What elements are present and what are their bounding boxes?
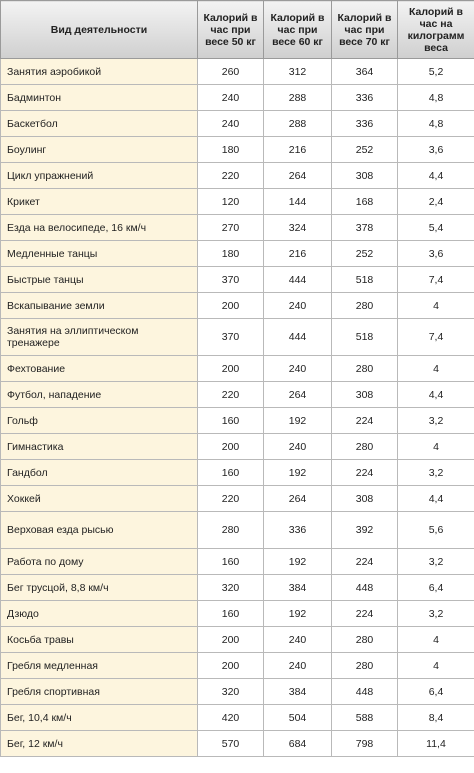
activity-cell: Гандбол xyxy=(1,460,198,486)
activity-cell: Вскапывание земли xyxy=(1,293,198,319)
kcal-70kg-cell: 308 xyxy=(332,163,398,189)
kcal-70kg-cell: 280 xyxy=(332,356,398,382)
table-body xyxy=(1,59,474,757)
kcal-70kg-cell: 280 xyxy=(332,293,398,319)
kcal-60kg-cell: 216 xyxy=(264,137,332,163)
activity-cell: Гимнастика xyxy=(1,434,198,460)
kcal-70kg-cell: 280 xyxy=(332,653,398,679)
kcal-per-kg-cell: 8,4 xyxy=(398,705,474,731)
table-row xyxy=(1,215,474,241)
kcal-70kg-cell: 224 xyxy=(332,460,398,486)
kcal-60kg-cell: 384 xyxy=(264,679,332,705)
kcal-50kg-cell: 320 xyxy=(198,575,264,601)
kcal-per-kg-cell: 7,4 xyxy=(398,267,474,293)
kcal-70kg-cell: 308 xyxy=(332,382,398,408)
kcal-50kg-cell: 200 xyxy=(198,434,264,460)
kcal-70kg-cell: 252 xyxy=(332,241,398,267)
kcal-70kg-cell: 224 xyxy=(332,601,398,627)
kcal-60kg-cell: 240 xyxy=(264,434,332,460)
kcal-70kg-cell: 448 xyxy=(332,575,398,601)
activity-cell: Баскетбол xyxy=(1,111,198,137)
activity-cell: Бег, 10,4 км/ч xyxy=(1,705,198,731)
kcal-per-kg-cell: 5,4 xyxy=(398,215,474,241)
kcal-50kg-cell: 270 xyxy=(198,215,264,241)
kcal-50kg-cell: 220 xyxy=(198,486,264,512)
kcal-per-kg-cell: 6,4 xyxy=(398,679,474,705)
kcal-per-kg-cell: 5,6 xyxy=(398,512,474,549)
kcal-50kg-cell: 180 xyxy=(198,241,264,267)
kcal-60kg-cell: 324 xyxy=(264,215,332,241)
kcal-60kg-cell: 384 xyxy=(264,575,332,601)
kcal-50kg-cell: 220 xyxy=(198,163,264,189)
kcal-60kg-cell: 444 xyxy=(264,319,332,356)
kcal-50kg-cell: 160 xyxy=(198,549,264,575)
kcal-60kg-cell: 240 xyxy=(264,293,332,319)
table-row xyxy=(1,705,474,731)
table-row xyxy=(1,267,474,293)
kcal-per-kg-cell: 4,8 xyxy=(398,85,474,111)
kcal-50kg-cell: 420 xyxy=(198,705,264,731)
kcal-70kg-cell: 518 xyxy=(332,319,398,356)
activity-cell: Быстрые танцы xyxy=(1,267,198,293)
activity-cell: Медленные танцы xyxy=(1,241,198,267)
table-row xyxy=(1,627,474,653)
activity-cell: Гребля медленная xyxy=(1,653,198,679)
kcal-70kg-cell: 364 xyxy=(332,59,398,85)
activity-cell: Дзюдо xyxy=(1,601,198,627)
table-row xyxy=(1,163,474,189)
kcal-50kg-cell: 200 xyxy=(198,653,264,679)
kcal-50kg-cell: 260 xyxy=(198,59,264,85)
kcal-60kg-cell: 684 xyxy=(264,731,332,757)
kcal-60kg-cell: 264 xyxy=(264,163,332,189)
kcal-60kg-cell: 240 xyxy=(264,356,332,382)
kcal-per-kg-cell: 4 xyxy=(398,627,474,653)
kcal-70kg-cell: 308 xyxy=(332,486,398,512)
kcal-60kg-cell: 264 xyxy=(264,486,332,512)
kcal-60kg-cell: 444 xyxy=(264,267,332,293)
kcal-per-kg-cell: 4,4 xyxy=(398,382,474,408)
kcal-60kg-cell: 504 xyxy=(264,705,332,731)
kcal-70kg-cell: 448 xyxy=(332,679,398,705)
kcal-70kg-cell: 168 xyxy=(332,189,398,215)
kcal-60kg-cell: 264 xyxy=(264,382,332,408)
header-activity: Вид деятельности xyxy=(1,1,198,59)
header-kcal-70kg: Калорий в час при весе 70 кг xyxy=(332,1,398,59)
activity-cell: Гребля спортивная xyxy=(1,679,198,705)
table-row xyxy=(1,189,474,215)
kcal-per-kg-cell: 5,2 xyxy=(398,59,474,85)
kcal-per-kg-cell: 4,8 xyxy=(398,111,474,137)
table-row xyxy=(1,356,474,382)
kcal-per-kg-cell: 4,4 xyxy=(398,486,474,512)
activity-cell: Футбол, нападение xyxy=(1,382,198,408)
activity-cell: Работа по дому xyxy=(1,549,198,575)
header-kcal-50kg: Калорий в час при весе 50 кг xyxy=(198,1,264,59)
table-row xyxy=(1,434,474,460)
activity-cell: Бадминтон xyxy=(1,85,198,111)
table-row xyxy=(1,241,474,267)
kcal-60kg-cell: 192 xyxy=(264,601,332,627)
kcal-50kg-cell: 370 xyxy=(198,267,264,293)
activity-cell: Занятия аэробикой xyxy=(1,59,198,85)
table-row xyxy=(1,575,474,601)
kcal-70kg-cell: 252 xyxy=(332,137,398,163)
kcal-60kg-cell: 192 xyxy=(264,460,332,486)
kcal-per-kg-cell: 3,2 xyxy=(398,549,474,575)
kcal-50kg-cell: 180 xyxy=(198,137,264,163)
activity-cell: Крикет xyxy=(1,189,198,215)
kcal-per-kg-cell: 3,6 xyxy=(398,137,474,163)
kcal-70kg-cell: 224 xyxy=(332,549,398,575)
activity-cell: Боулинг xyxy=(1,137,198,163)
activity-cell: Занятия на эллиптическом тренажере xyxy=(1,319,198,356)
kcal-per-kg-cell: 4,4 xyxy=(398,163,474,189)
kcal-per-kg-cell: 4 xyxy=(398,434,474,460)
table-row xyxy=(1,137,474,163)
activity-cell: Фехтование xyxy=(1,356,198,382)
kcal-per-kg-cell: 4 xyxy=(398,356,474,382)
kcal-70kg-cell: 336 xyxy=(332,85,398,111)
kcal-50kg-cell: 570 xyxy=(198,731,264,757)
kcal-60kg-cell: 144 xyxy=(264,189,332,215)
kcal-60kg-cell: 192 xyxy=(264,408,332,434)
table-row xyxy=(1,679,474,705)
kcal-50kg-cell: 160 xyxy=(198,460,264,486)
kcal-per-kg-cell: 3,2 xyxy=(398,408,474,434)
kcal-50kg-cell: 280 xyxy=(198,512,264,549)
table-row xyxy=(1,111,474,137)
kcal-60kg-cell: 336 xyxy=(264,512,332,549)
kcal-50kg-cell: 200 xyxy=(198,293,264,319)
kcal-per-kg-cell: 2,4 xyxy=(398,189,474,215)
table-row xyxy=(1,408,474,434)
kcal-per-kg-cell: 7,4 xyxy=(398,319,474,356)
kcal-70kg-cell: 280 xyxy=(332,434,398,460)
kcal-60kg-cell: 240 xyxy=(264,627,332,653)
kcal-60kg-cell: 288 xyxy=(264,111,332,137)
activity-cell: Бег, 12 км/ч xyxy=(1,731,198,757)
kcal-70kg-cell: 336 xyxy=(332,111,398,137)
table-row xyxy=(1,319,474,356)
header-kcal-60kg: Калорий в час при весе 60 кг xyxy=(264,1,332,59)
kcal-70kg-cell: 280 xyxy=(332,627,398,653)
kcal-50kg-cell: 160 xyxy=(198,601,264,627)
table-row xyxy=(1,653,474,679)
kcal-50kg-cell: 160 xyxy=(198,408,264,434)
kcal-50kg-cell: 200 xyxy=(198,627,264,653)
kcal-per-kg-cell: 4 xyxy=(398,293,474,319)
kcal-60kg-cell: 216 xyxy=(264,241,332,267)
activity-cell: Верховая езда рысью xyxy=(1,512,198,549)
kcal-50kg-cell: 370 xyxy=(198,319,264,356)
activity-cell: Бег трусцой, 8,8 км/ч xyxy=(1,575,198,601)
table-row xyxy=(1,601,474,627)
header-kcal-per-kg: Калорий в час на килограмм веса xyxy=(398,1,474,59)
activity-cell: Езда на велосипеде, 16 км/ч xyxy=(1,215,198,241)
activity-cell: Гольф xyxy=(1,408,198,434)
table-header xyxy=(1,1,474,59)
activity-cell: Цикл упражнений xyxy=(1,163,198,189)
table-row xyxy=(1,486,474,512)
kcal-60kg-cell: 240 xyxy=(264,653,332,679)
kcal-per-kg-cell: 6,4 xyxy=(398,575,474,601)
table-row xyxy=(1,512,474,549)
table-row xyxy=(1,731,474,757)
table-row xyxy=(1,460,474,486)
table-row xyxy=(1,549,474,575)
table-row xyxy=(1,293,474,319)
header-row xyxy=(1,1,474,59)
kcal-per-kg-cell: 11,4 xyxy=(398,731,474,757)
activity-cell: Косьба травы xyxy=(1,627,198,653)
kcal-50kg-cell: 220 xyxy=(198,382,264,408)
kcal-per-kg-cell: 4 xyxy=(398,653,474,679)
kcal-per-kg-cell: 3,2 xyxy=(398,460,474,486)
kcal-60kg-cell: 192 xyxy=(264,549,332,575)
kcal-70kg-cell: 518 xyxy=(332,267,398,293)
kcal-60kg-cell: 312 xyxy=(264,59,332,85)
table-row xyxy=(1,59,474,85)
kcal-per-kg-cell: 3,2 xyxy=(398,601,474,627)
kcal-60kg-cell: 288 xyxy=(264,85,332,111)
kcal-70kg-cell: 378 xyxy=(332,215,398,241)
table-row xyxy=(1,382,474,408)
kcal-per-kg-cell: 3,6 xyxy=(398,241,474,267)
kcal-70kg-cell: 224 xyxy=(332,408,398,434)
kcal-70kg-cell: 588 xyxy=(332,705,398,731)
activity-cell: Хоккей xyxy=(1,486,198,512)
kcal-50kg-cell: 320 xyxy=(198,679,264,705)
table-row xyxy=(1,85,474,111)
kcal-50kg-cell: 120 xyxy=(198,189,264,215)
kcal-70kg-cell: 798 xyxy=(332,731,398,757)
kcal-50kg-cell: 200 xyxy=(198,356,264,382)
kcal-50kg-cell: 240 xyxy=(198,85,264,111)
kcal-50kg-cell: 240 xyxy=(198,111,264,137)
kcal-70kg-cell: 392 xyxy=(332,512,398,549)
